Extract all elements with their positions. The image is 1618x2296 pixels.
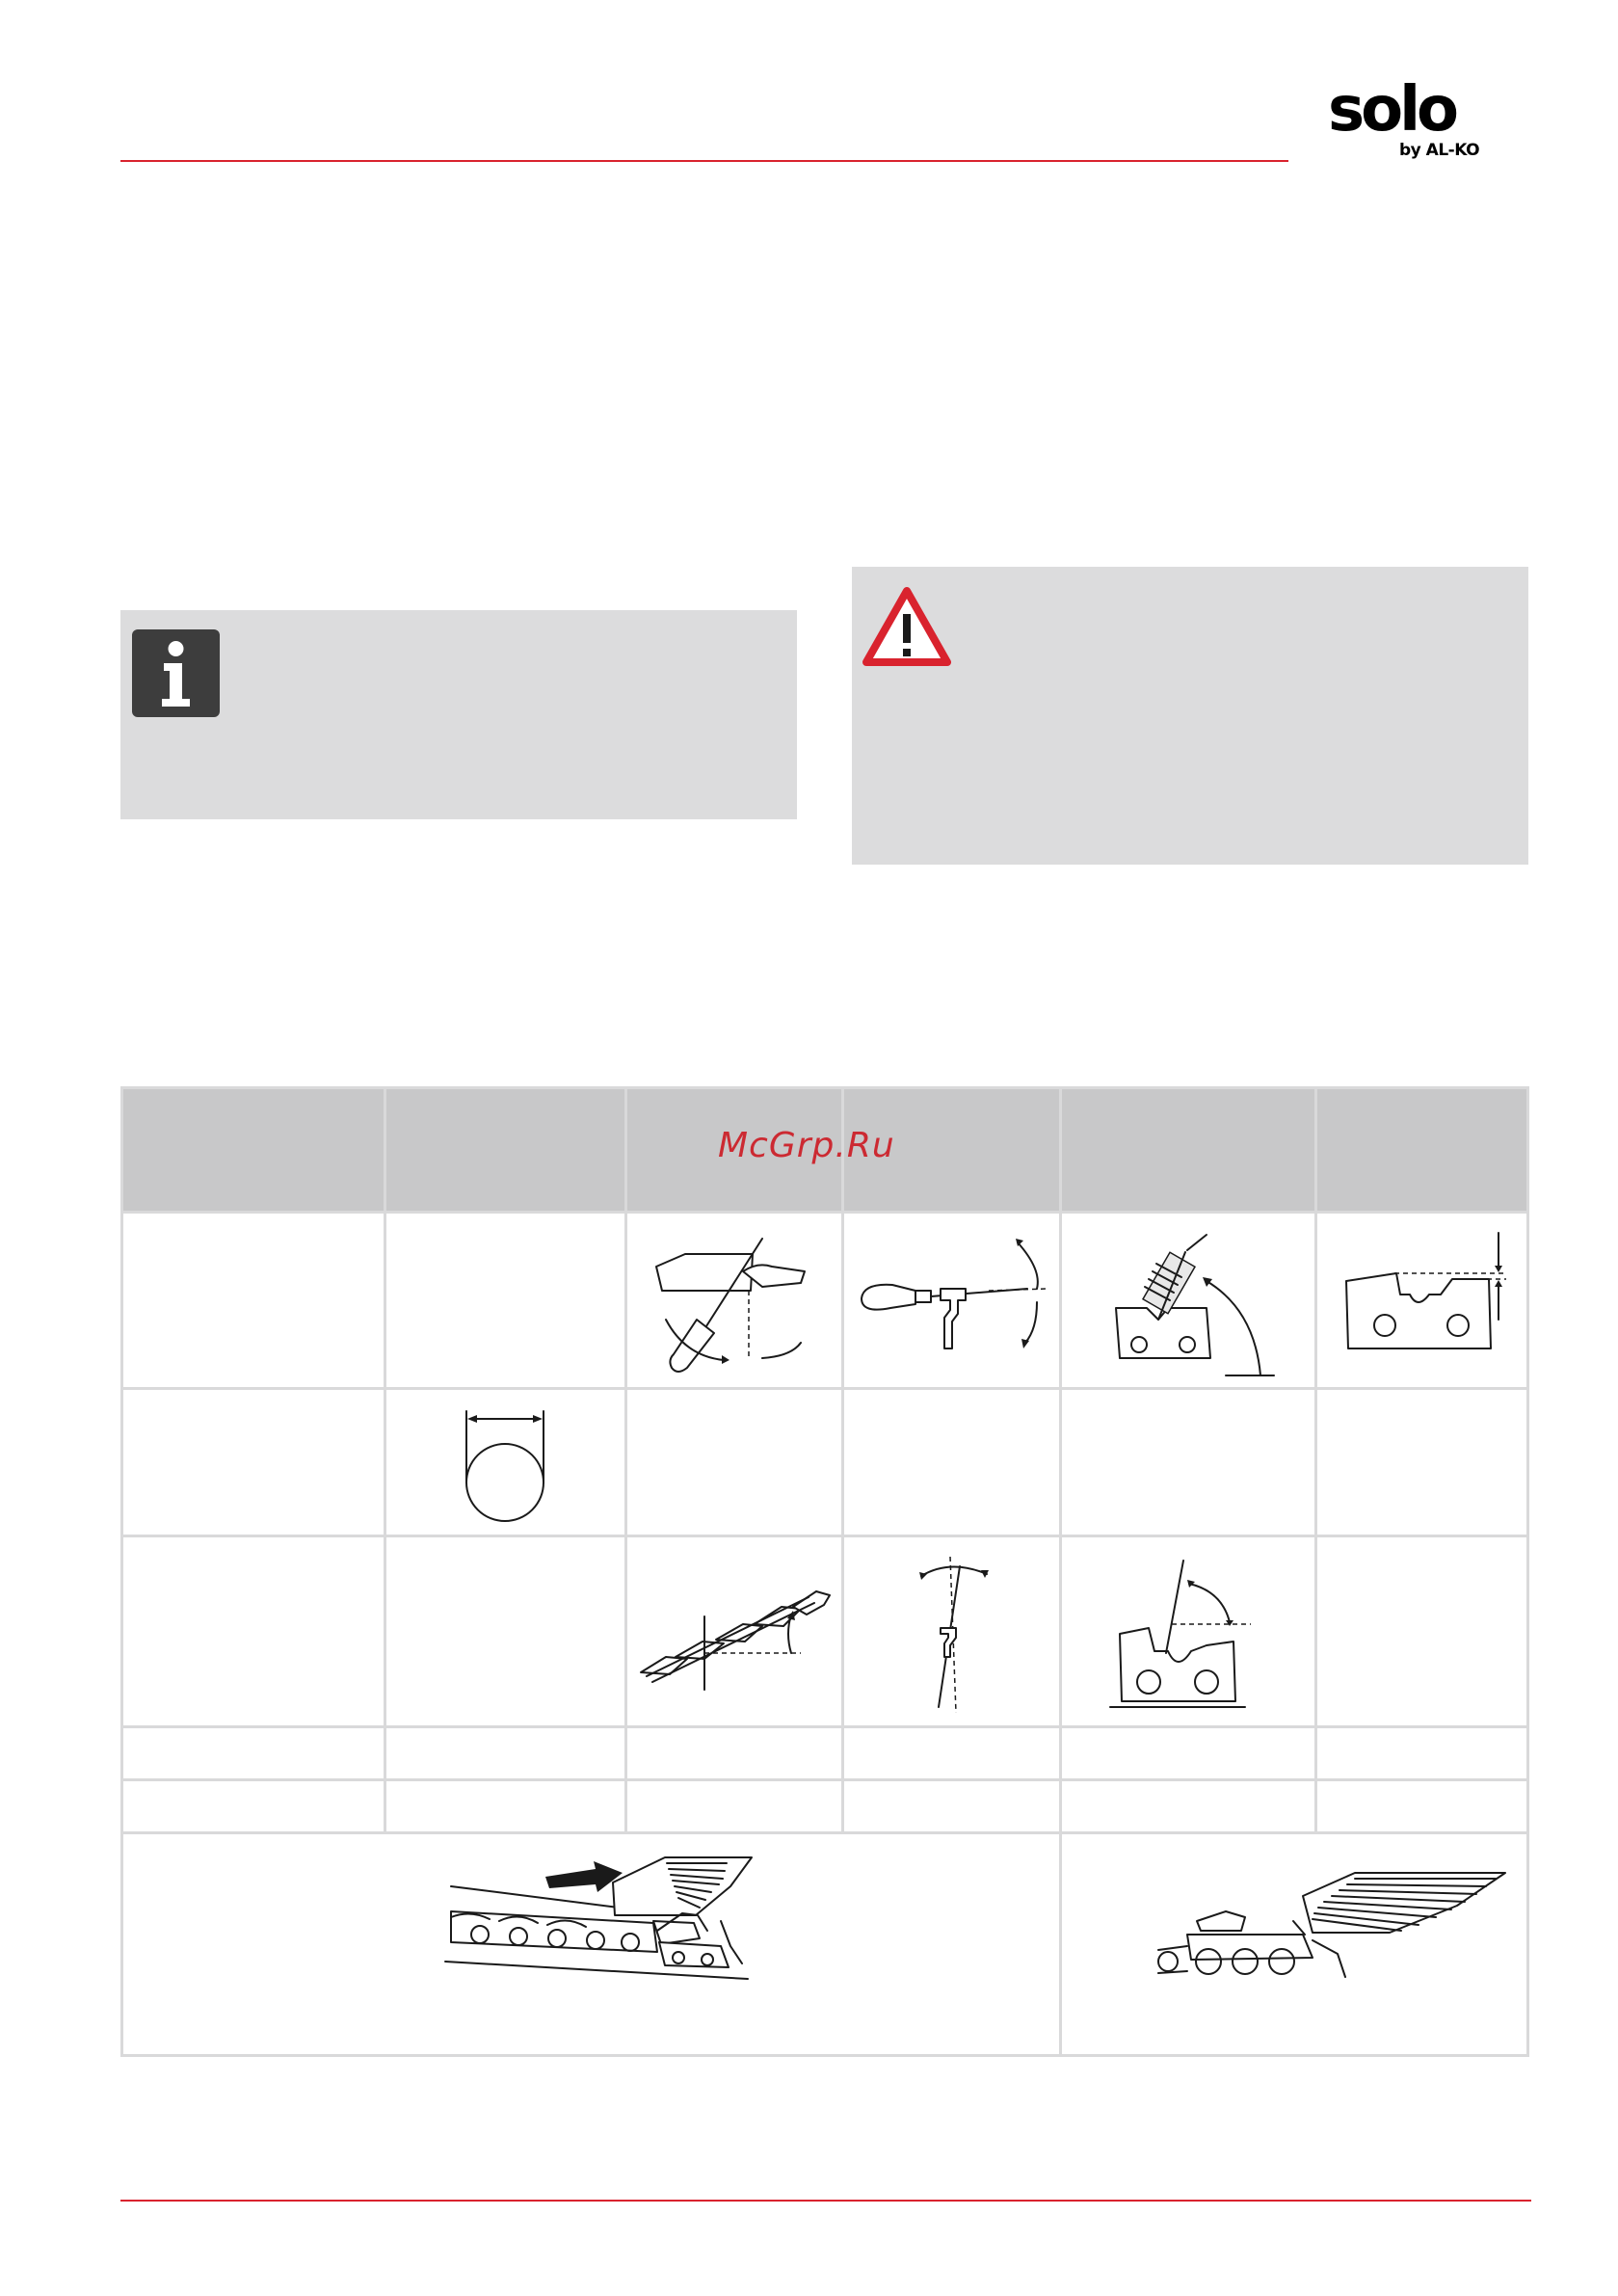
row4-cell-4 bbox=[844, 1728, 1059, 1778]
header-rule bbox=[120, 160, 1288, 162]
row4-cell-1 bbox=[123, 1728, 384, 1778]
row2-cell-3 bbox=[627, 1390, 841, 1535]
warning-note-box bbox=[852, 567, 1528, 865]
row3-label-cell bbox=[123, 1537, 384, 1725]
warning-triangle-icon bbox=[861, 585, 953, 670]
row5-cell-1 bbox=[123, 1781, 384, 1831]
row4-cell-5 bbox=[1062, 1728, 1314, 1778]
row5-cell-2 bbox=[386, 1781, 624, 1831]
row2-cell-5 bbox=[1062, 1390, 1314, 1535]
row5-cell-4 bbox=[844, 1781, 1059, 1831]
cutter-side-plate-angle-diagram bbox=[1062, 1537, 1314, 1725]
file-holder-top-angle-diagram bbox=[627, 1214, 841, 1387]
header-cell-6 bbox=[1317, 1089, 1526, 1211]
file-handle-side-angle-diagram bbox=[844, 1214, 1059, 1387]
logo-text: solo bbox=[1328, 74, 1455, 146]
row1-label-cell bbox=[123, 1214, 384, 1387]
watermark-text: McGrp.Ru bbox=[718, 1126, 895, 1165]
cutter-file-vertical-angle-diagram bbox=[1062, 1214, 1314, 1387]
row1-value-cell bbox=[386, 1214, 624, 1387]
info-icon bbox=[132, 629, 220, 717]
row2-label-cell bbox=[123, 1390, 384, 1535]
chain-top-plate-angle-diagram bbox=[627, 1537, 841, 1725]
row5-cell-5 bbox=[1062, 1781, 1314, 1831]
header-cell-5 bbox=[1062, 1089, 1314, 1211]
file-diameter-circle-diagram bbox=[386, 1390, 624, 1535]
row3-value-cell bbox=[386, 1537, 624, 1725]
header-cell-2 bbox=[386, 1089, 624, 1211]
row2-cell-6 bbox=[1317, 1390, 1526, 1535]
row5-cell-6 bbox=[1317, 1781, 1526, 1831]
row4-cell-2 bbox=[386, 1728, 624, 1778]
info-note-box bbox=[120, 610, 797, 819]
row3-cell-6 bbox=[1317, 1537, 1526, 1725]
depth-gauge-tool-chain-diagram bbox=[123, 1834, 1059, 2054]
footer-rule bbox=[120, 2200, 1531, 2202]
sharpening-table bbox=[120, 1086, 1529, 2057]
header-cell-1 bbox=[123, 1089, 384, 1211]
brand-logo bbox=[1328, 74, 1501, 166]
logo-subtext: by AL-KO bbox=[1399, 141, 1480, 160]
row5-cell-3 bbox=[627, 1781, 841, 1831]
depth-gauge-height-diagram bbox=[1317, 1214, 1526, 1387]
depth-gauge-file-diagram bbox=[1062, 1834, 1526, 2054]
cutter-tilt-angle-diagram bbox=[844, 1537, 1059, 1725]
row2-cell-4 bbox=[844, 1390, 1059, 1535]
row4-cell-6 bbox=[1317, 1728, 1526, 1778]
row4-cell-3 bbox=[627, 1728, 841, 1778]
